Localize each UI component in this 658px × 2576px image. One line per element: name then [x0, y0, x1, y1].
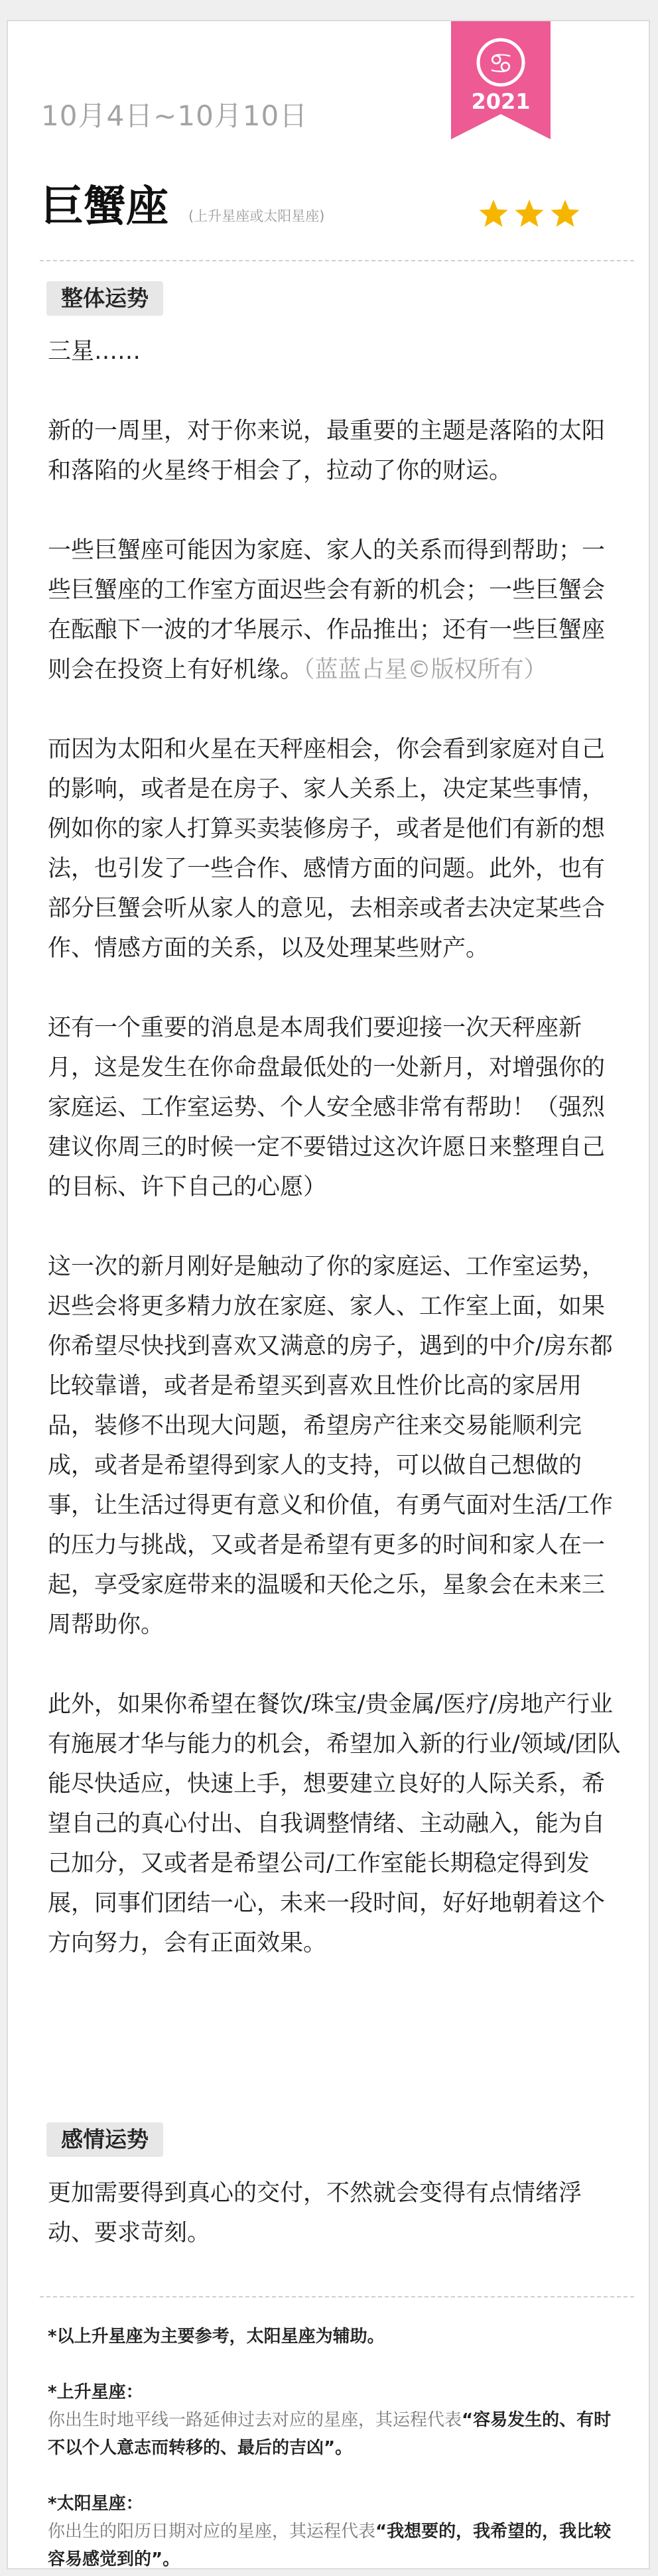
cancer-symbol-icon: ♋: [488, 47, 513, 80]
overall-paragraph: 而因为太阳和火星在天秤座相会，你会看到家庭对自己的影响，或者是在房子、家人关系上，决定某些事情，例如你的家人打算买卖装修房子，或者是他们有新的想法，也引发了一些合作、感情方面的问题。此外，也有部分巨蟹会听从家人的意见，去相亲或者去决定某些合作、情感方面的关系，以及处理某些财产。: [48, 736, 606, 962]
overall-section-tag: 整体运势: [46, 281, 163, 316]
horoscope-card: [7, 20, 650, 2569]
star-icon: [549, 198, 581, 229]
footnote-rising-body: 你出生时地平线一路延伸过去对应的星座，其运程代表“容易发生的、有时不以个人意志而转移的、最后的吉凶”。: [48, 2410, 612, 2458]
footnote-rising-title: *上升星座：: [48, 2382, 143, 2402]
footnote-main: *以上升星座为主要参考，太阳星座为辅助。: [48, 2327, 385, 2347]
divider: [40, 2296, 634, 2297]
year-ribbon-badge: [451, 21, 551, 139]
overall-body: [48, 332, 626, 1963]
divider: [40, 260, 634, 261]
overall-paragraph: 此外，如果你希望在餐饮/珠宝/贵金属/医疗/房地产行业有施展才华与能力的机会，希望加入新的行业/领域/团队能尽快适应，快速上手，想要建立良好的人际关系，希望自己的真心付出、自我调整情绪、主动融入，能为自己加分，又或者是希望公司/工作室能长期稳定得到发展，同事们团结一心，未来一段时间，好好地朝着这个方向努力，会有正面效果。: [48, 1691, 621, 1957]
star-rating: [478, 198, 581, 229]
love-section-tag: 感情运势: [46, 2122, 163, 2157]
badge-year: 2021: [471, 89, 531, 114]
overall-paragraph: 一些巨蟹座可能因为家庭、家人的关系而得到帮助；一些巨蟹座的工作室方面迟些会有新的机会；一些巨蟹会在酝酿下一波的才华展示、作品推出；还有一些巨蟹座则会在投资上有好机缘。（蓝蓝占星©版权所有）: [48, 537, 606, 683]
overall-paragraph: 新的一周里，对于你来说，最重要的主题是落陷的太阳和落陷的火星终于相会了，拉动了你的财运。: [48, 418, 606, 484]
sign-title: 巨蟹座: [41, 182, 168, 231]
footnote-sun-title: *太阳星座：: [48, 2494, 143, 2514]
love-body: 更加需要得到真心的交付，不然就会变得有点情绪浮动、要求苛刻。: [48, 2180, 582, 2246]
footnotes: [48, 2323, 626, 2573]
overall-paragraph: 还有一个重要的消息是本周我们要迎接一次天秤座新月，这是发生在你命盘最低处的一处新月，对增强你的家庭运、工作室运势、个人安全感非常有帮助！（强烈建议你周三的时候一定不要错过这次许愿日来整理自己的目标、许下自己的心愿）: [48, 1015, 606, 1200]
date-range: 10月4日~10月10日: [41, 99, 308, 132]
overall-paragraph: 这一次的新月刚好是触动了你的家庭运、工作室运势，迟些会将更多精力放在家庭、家人、工作室上面，如果你希望尽快找到喜欢又满意的房子，遇到的中介/房东都比较靠谱，或者是希望买到喜欢且性价比高的家居用品，装修不出现大问题，希望房产往来交易能顺利完成，或者是希望得到家人的支持，可以做自己想做的事，让生活过得更有意义和价值，有勇气面对生活/工作的压力与挑战，又或者是希望有更多的时间和家人在一起，享受家庭带来的温暖和天伦之乐，星象会在未来三周帮助你。: [48, 1254, 613, 1638]
star-icon: [478, 198, 509, 229]
sign-note: (上升星座或太阳星座): [188, 208, 325, 224]
copyright-credit: （蓝蓝占星©版权所有）: [303, 657, 547, 683]
overall-paragraph: 三星……: [48, 338, 141, 365]
star-icon: [513, 198, 545, 229]
footnote-sun-body: 你出生的阳历日期对应的星座，其运程代表“我想要的，我希望的，我比较容易感觉到的”。: [48, 2522, 612, 2569]
